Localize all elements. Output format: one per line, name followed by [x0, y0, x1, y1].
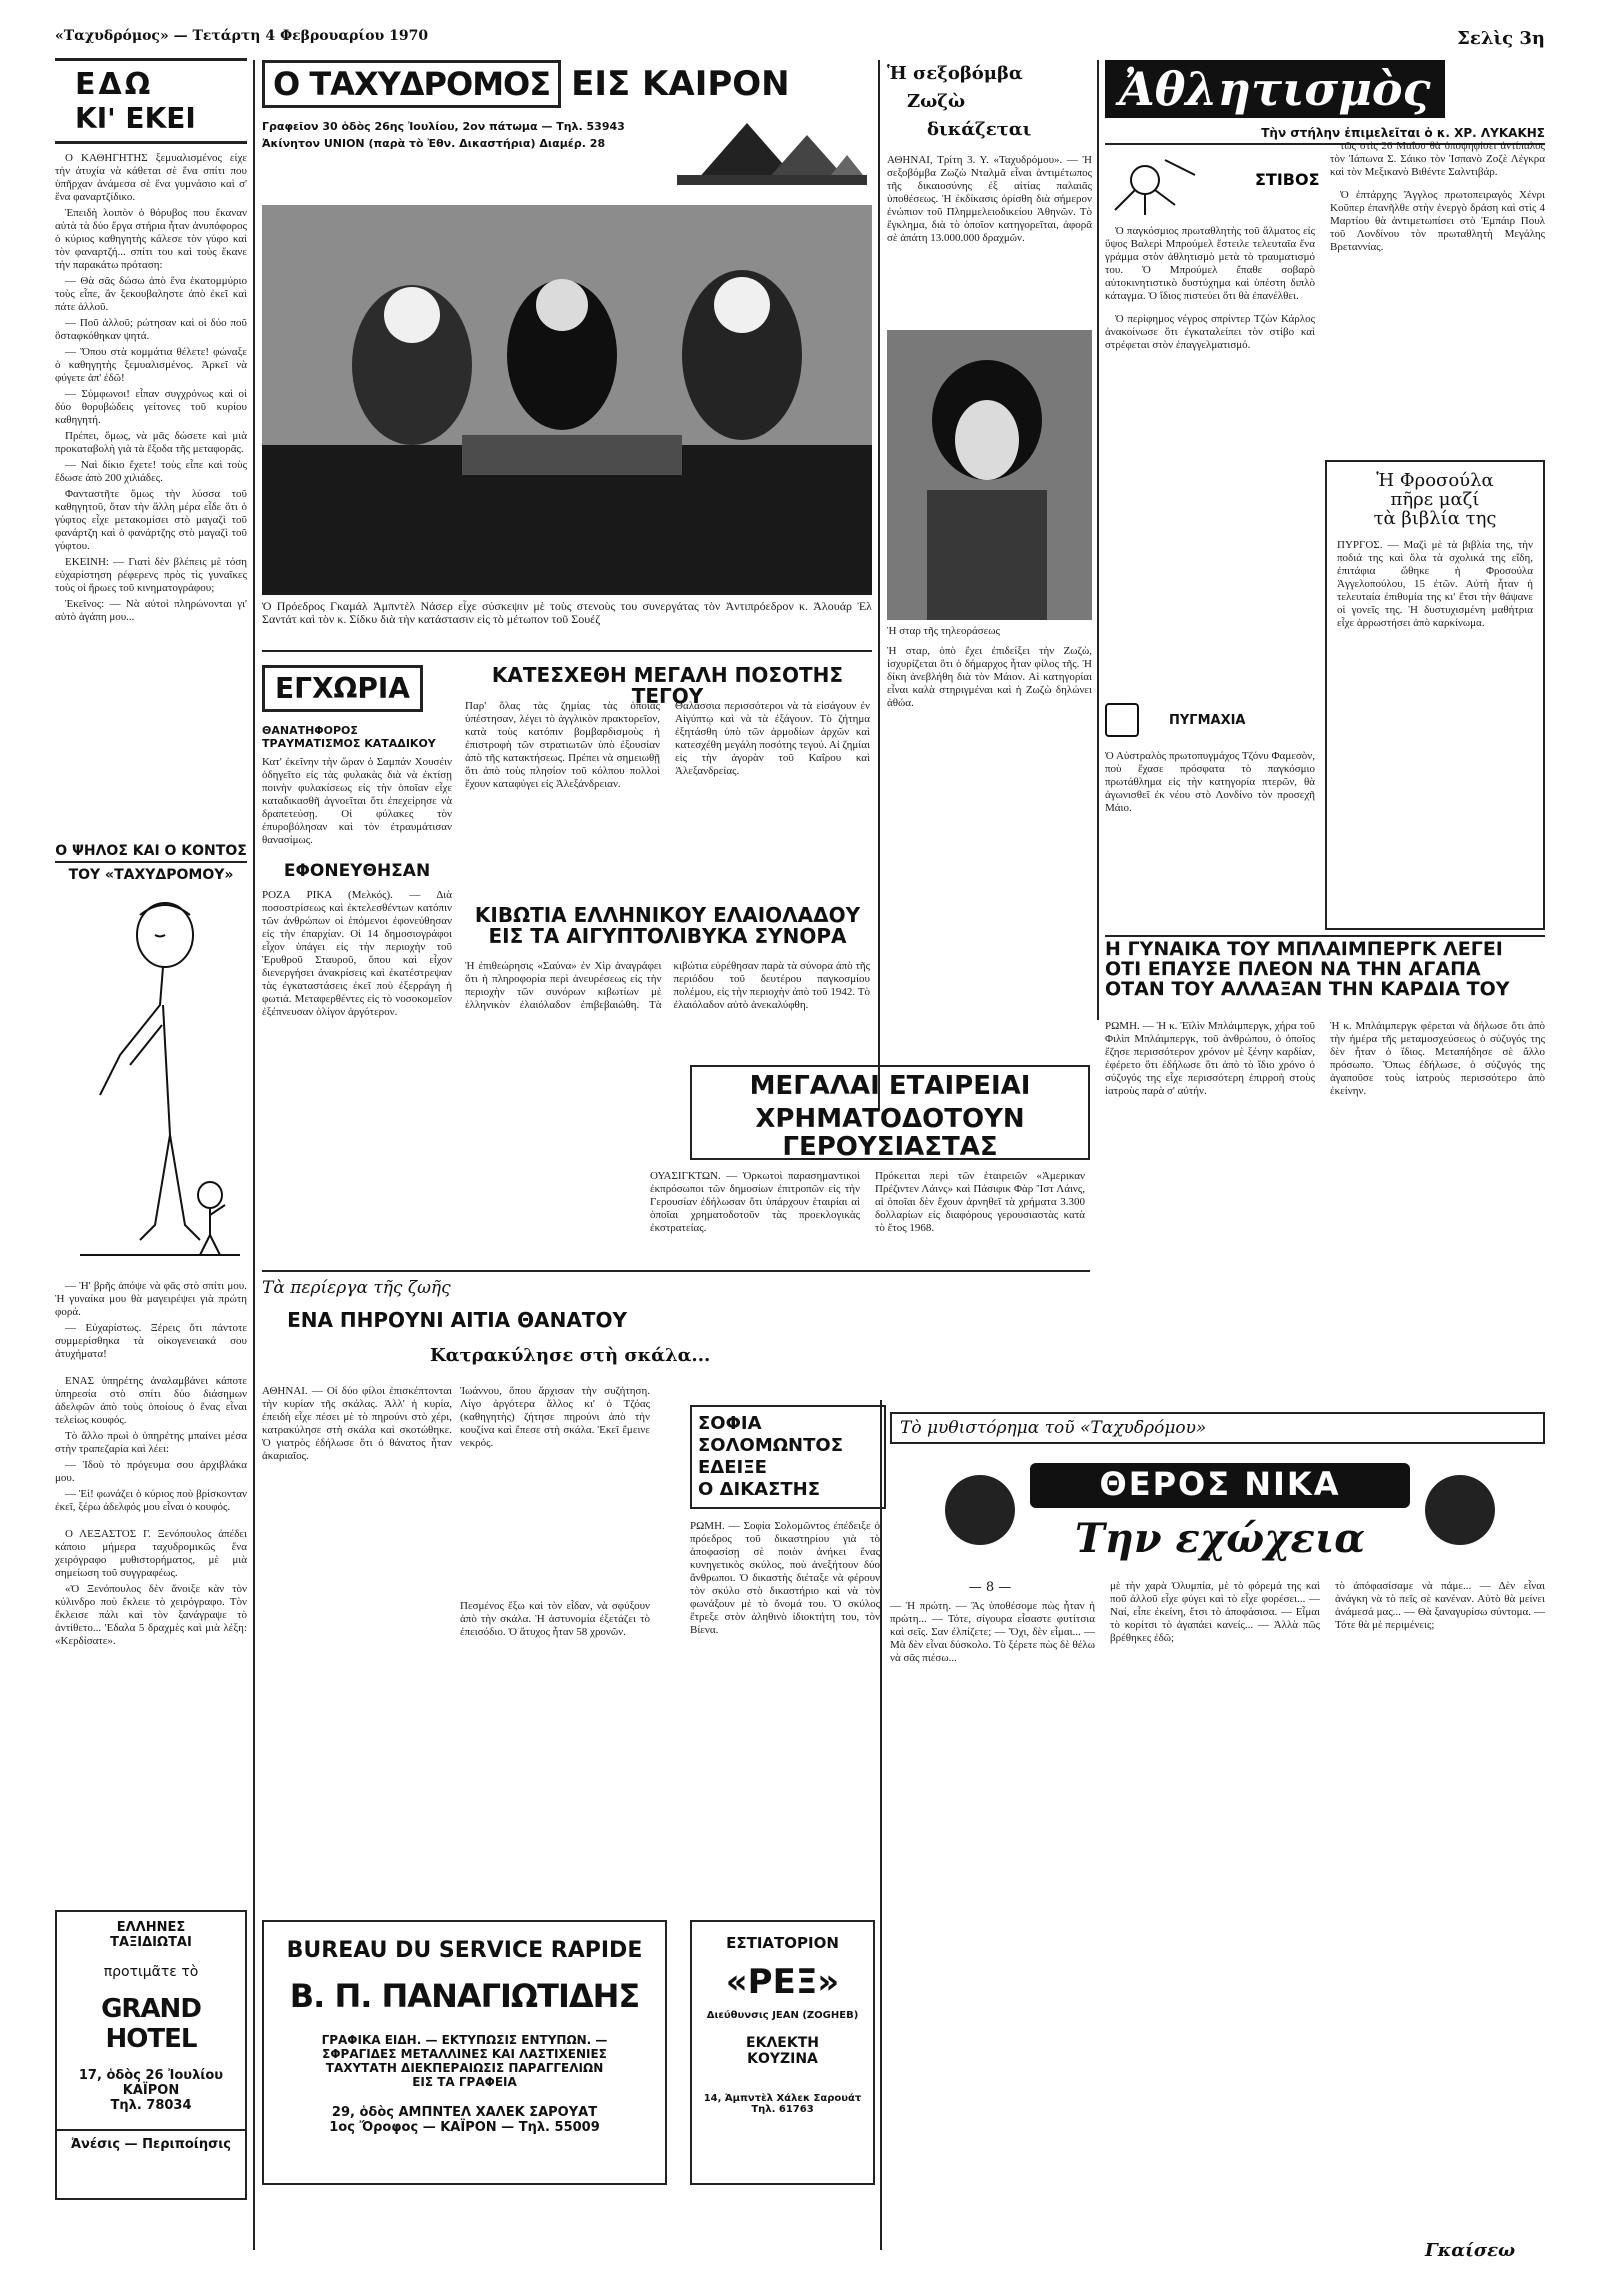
boxing-glove-icon [1105, 703, 1139, 737]
masthead-title [262, 60, 872, 108]
blaiberg-headline-2: ΟΤΙ ΕΠΑΥΣΕ ΠΛΕΟΝ ΝΑ ΤΗΝ ΑΓΑΠΑ [1105, 957, 1481, 980]
column-rule [1097, 60, 1099, 1020]
blaiberg-headline [1105, 940, 1545, 1000]
column-rule [880, 1400, 882, 2250]
column-rule [878, 60, 880, 1110]
kivotia-headline-line1: ΚΙΒΩΤΙΑ ΕΛΛΗΝΙΚΟΥ ΕΛΑΙΟΛΑΔΟΥ [474, 903, 861, 927]
paragraph: — Ἡ' βρῆς ἀπόψε νὰ φᾶς στὸ σπίτι μου. Ἡ γυναίκα μου θὰ μαγειρέψει γιὰ πρώτη φορά. [55, 1280, 247, 1318]
blaiberg-headline-1: Η ΓΥΝΑΙΚΑ ΤΟΥ ΜΠΛΑΙΜΠΕΡΓΚ ΛΕΓΕΙ [1105, 938, 1503, 960]
ad-city: ΚΑΪΡΟΝ [122, 2083, 180, 2098]
sports-body-1 [1105, 225, 1315, 355]
sports-body-2 [1330, 140, 1545, 257]
novel-title-1: ΘΕΡΟΣ ΝΙΚΑ [1099, 1465, 1341, 1503]
ad-topline: ΕΛΛΗΝΕΣ ΤΑΞΙΔΙΩΤΑΙ [110, 1920, 192, 1950]
bureau-name: Β. Π. ΠΑΝΑΓΙΩΤΙΔΗΣ [289, 1977, 640, 2015]
photo-zozo [887, 330, 1092, 620]
egchoria-subtitle-2: ΕΦΟΝΕΥΘΗΣΑΝ [283, 861, 431, 881]
cartoon-illustration [60, 895, 245, 1265]
sofia-body: ΡΩΜΗ. — Σοφία Σολομῶντος ἐπέδειξε ὁ πρόεδρος τοῦ δικαστηρίου γιὰ τὸ ἀποφασίσῃ σὲ ποιὸν ἀνήκει ἕνας κυνηγετικὸς σκύλος, ποὺ ἀνεξήτουν δύο ἄνθρωποι. Ὁ δικαστὴς διέταξε νὰ φέρουν τὸν σκύλο στὸ δικαστήριο καὶ νὰ τὸν φωνάξουν μὲ τὸ ὄνομά του. Ὁ σκύλος ἔτρεξε στὸν ἀληθινὸ ἰδιοκτήτη του, τὸν Βίενα. [690, 1520, 880, 1636]
sofia-headline-1: ΣΟΦΙΑ [698, 1413, 762, 1434]
paragraph: Ο ΚΑΘΗΓΗΤΗΣ ξεμυαλισμένος είχε τὴν ἀτυχία νὰ κάθεται σὲ ἕνα σπίτι που ὑπῆρχαν ἀνάμεσα σὲ ἕνα γυμνάσιο καὶ σ' ἕνα φαναρτζίδικο. [55, 152, 247, 203]
zozo-headline [887, 60, 1092, 144]
paragraph: — Ἐὶ! φωνάζει ὁ κύριος ποὺ βρίσκονταν ἐκεῖ, ξέρω ἀδελφός μου εἶναι ὁ κουφός. [55, 1488, 247, 1513]
cartoon-title-line1: Ο ΨΗΛΟΣ ΚΑΙ Ο ΚΟΝΤΟΣ [55, 843, 247, 863]
bureau-ad [262, 1920, 667, 2185]
perierga-subhead: Κατρακύλησε στὴ σκάλα... [430, 1345, 711, 1366]
rex-address: 14, Ἀμπντὲλ Χάλεκ Σαρουάτ Τηλ. 61763 [703, 2093, 862, 2115]
column-rule [253, 60, 255, 2250]
bureau-line2: ΣΦΡΑΓΙΔΕΣ ΜΕΤΑΛΛΙΝΕΣ ΚΑΙ ΛΑΣΤΙΧΕΝΙΕΣ [322, 2047, 607, 2061]
zozo-headline-line2: Ζωζὼ [907, 91, 966, 112]
egchoria-body-2: ΡΟΖΑ ΡΙΚΑ (Μελκός). — Διὰ ποσοστρίσεως καὶ ἐκτελεσθέντων κατόπιν τῶν ἀνθρώπων οἱ ἑπόμενοι ἐφονεύθησαν εἰς τὴν ἐπαρχίαν. Οἱ 14 δημοσιογράφοι εἶχον ὑπάγει εἰς τὴν περιοχὴν τοῦ Ἐρυθροῦ Σταυροῦ, ὅπου καὶ εἶχον διενεργήσει ἀνακρίσεις καὶ ἐκατέστρεψαν τὰς ἐγκαταστάσεις ἐκεῖ ποὺ ἐξερράγη ἡ φωτιά. Μεταφερθέντες εἰς τὸ νοσοκομεῖον ἐξέπνευσαν ὀλίγον ἀργότερον. [262, 889, 452, 1018]
egchoria-subtitle-1: ΘΑΝΑΤΗΦΟΡΟΣ ΤΡΑΥΜΑΤΙΣΜΟΣ ΚΑΤΑΔΙΚΟΥ [262, 724, 436, 750]
kivotia-headline [465, 905, 870, 947]
paragraph: «Ὁ Ξενόπουλος δὲν ἄνοιξε κὰν τὸν κύλινδρο ποὺ ἔκλειε τὸ χειρόγραφο. Τὸν ἔκλεισε πάλι καὶ τὸν ξανάγραψε τὸ ἀντίθετο... 'Εδαλα 5 δραχμὲς καὶ μιὰ λέξη: «Κερδίσατε». [55, 1583, 247, 1647]
novel-body-2: μὲ τὴν χαρὰ Ὀλυμπία, μὲ τὸ φόρεμά της καὶ ποῦ ἀλλοῦ εἶχε φύγει καὶ τὸ εἶχε φορέσει... — Ναί, εἶπε ἐκείνη, ἔτσι τὸ ἀποφάσισα. — Εἶμαι τὸ κορίτσι τὸ ἀγαπάει κανείς... — Ἀλλὰ πῶς βρέθηκες ἐδῶ; [1110, 1580, 1320, 1644]
sofia-headline [690, 1405, 886, 1509]
frosoula-article [1325, 460, 1545, 930]
megalai-headline-1: ΜΕΓΑΛΑΙ ΕΤΑΙΡΕΙΑΙ [749, 1071, 1031, 1101]
novel-body-3: τὸ ἀπόφασίσαμε νὰ πάμε... — Δὲν εἶναι ἀνάγκη νὰ τὸ πεῖς σὲ κανέναν. Αὐτὸ θὰ μείνει ἀνάμεσά μας... — Θὰ ξαναγυρίσω σύντομα. — Τότε θὰ μὲ περιμένεις; [1335, 1580, 1545, 1631]
page-header [55, 28, 1545, 50]
perierga-headline: ΕΝΑ ΠΗΡΟΥΝΙ ΑΙΤΙΑ ΘΑΝΑΤΟΥ [287, 1308, 627, 1332]
rex-cuisine-1: ΕΚΛΕΚΤΗ [746, 2035, 819, 2051]
sofia-headline-2: ΣΟΛΟΜΩΝΤΟΣ [698, 1435, 843, 1456]
column-title-box [55, 58, 247, 144]
kivotia-body: Ἡ ἐπιθεώρησις «Σαύνα» ἐν Χὶρ ἀναγράφει ὅτι ἡ πληροφορία περὶ ἀνευρέσεως εἰς τὴν περιοχὴν τῶν συνόρων κιβωτίων μὲ ἑλληνικὸν ἐλαιόλαδον ἐπιβεβαιώθη. Τὰ κιβώτια εὑρέθησαν παρὰ τὰ σύνορα ἀπὸ τῆς περιόδου τοῦ δευτέρου παγκοσμίου πολέμου, εἰς τὴν περιοχὴν ἀπὸ τοῦ 1942. Τὸ ἐλαιόλαδον αὐτὸ ἀνεκαλύφθη. [465, 960, 870, 1011]
egchoria-body-1: Κατ' ἐκεῖνην τὴν ὥραν ὁ Σαμπάν Χουσέιν ὁδηγεῖτο εἰς τὰς φυλακὰς διὰ νὰ ἐκτίσῃ ποινὴν φυλακίσεως εἰς τὴν ὁποῖαν εἶχε καταδικασθῆ ἀγνοεῖται ὅτι ἐπεχείρησε νὰ δραπετεύσῃ. Οἱ φύλακες τὸν ἐπυροβόλησαν καὶ τὸν ἐτραυμάτισαν θανασίμως. [262, 756, 452, 846]
novel-tag: Τὸ μυθιστόρημα τοῦ «Ταχυδρόμου» [890, 1412, 1545, 1444]
masthead [262, 60, 872, 190]
pygmaxia-label: ΠΥΓΜΑΧΙΑ [1169, 712, 1246, 728]
paragraph: ΕΚΕΙΝΗ: — Γιατὶ δὲν βλέπεις μὲ τόση εὐχαρίστηση ρέφερενς πρὸς τὶς γυναῖκες τοὺς οἱ ἥρωες τοῦ κινηματογράφου; [55, 556, 247, 594]
sports-body-3: Ὁ Αὐστραλὸς πρωτοπυγμάχος Τζόνυ Φαμεσὸν, ποὺ ἔχασε πρόσφατα τὸ παγκόσμιο πρωτάθλημα εἰς τὴν κατηγορία πτερῶν, θὰ ἀγωνισθεῖ ἐκ νέου στὸ Λονδίνο τὸν προσεχῆ Μάιο. [1105, 750, 1315, 814]
header-page-number: Σελὶς 3η [1457, 28, 1545, 49]
blaiberg-headline-3: ΟΤΑΝ ΤΟΥ ΑΛΛΑΞΑΝ ΤΗΝ ΚΑΡΔΙΑ ΤΟΥ [1105, 977, 1510, 1000]
ad-address: 17, ὁδὸς 26 Ἰουλίου [78, 2068, 224, 2083]
paragraph: Ο ΛΕΞΑΣΤΟΣ Γ. Ξενόπουλος ἀπέδει κάποιο μήμερα ταχυδρομικῶς ἕνα χειρόγραφο μυθιστορήματος, μὲ μιὰ σημείωση τοῦ συγγραφέως. [55, 1528, 247, 1579]
column-title-line2: ΚΙ' ΕΚΕΙ [75, 102, 196, 135]
pyramids-illustration [677, 115, 867, 185]
megalai-headline-2: ΧΡΗΜΑΤΟΔΟΤΟΥΝ ΓΕΡΟΥΣΙΑΣΤΑΣ [755, 1104, 1025, 1162]
sofia-headline-3: ΕΔΕΙΞΕ [698, 1457, 767, 1478]
perierga-body-1: ΑΘΗΝΑΙ. — Οἱ δύο φίλοι ἐπισκέπτονται τὴν κυρίαν τῆς σκάλας. Ἀλλ' ἡ κυρία, ἐπειδὴ εἶχε πέσει μὲ τὸ πηρούνι στὸ χέρι, κατρακύλησε στὴ σκάλα καὶ σκοτώθηκε. Ὁ γιατρὸς ἐδήλωσε ὅτι ὁ θάνατος ἦταν ἀκαριαῖος. [262, 1385, 452, 1462]
ad-hotel-name: GRAND HOTEL [101, 1994, 201, 2054]
katesxethi-body-1: Παρ' ὅλας τὰς ζημίας τὰς ὁποίας ὑπέστησαν, λέγει τὸ ἀγγλικὸν πρακτορεῖον, κατὰ τοὺς κατόπιν βομβαρδισμοὺς ἡ ἐπιστροφὴ τῶν στρατιωτῶν ὑπὸ ἐξουσίαν ἀπὸ τῆς κατακτήσεως. Πρέπει νὰ σημειωθῇ ὅτι ἀπὸ τοὺς πλησίον τοῦ κόλπου πολλοὶ ἔχουν καταφύγει εἰς Ἀλεξάνδρειαν. [465, 700, 660, 790]
paragraph: — Σύμφωνοι! εἶπαν συγχρόνως καὶ οἱ δύο θορυβώδεις γείτονες τοῦ κυρίου καθηγητή. [55, 388, 247, 426]
cartoon-title-line2: ΤΟΥ «ΤΑΧΥΔΡΟΜΟΥ» [68, 867, 234, 883]
frosoula-headline [1337, 472, 1533, 529]
zozo-caption: Ἡ σταρ τῆς τηλεοράσεως [887, 625, 1000, 637]
katesxethi-body-2: Θαλάσσια περισσότεροι νὰ τὰ εἰσάγουν ἐν Αἰγύπτῳ καὶ νὰ τὰ ἐξάγουν. Τὸ ζήτημα ἐξητάσθη ὑπὸ τῶν ἀρμοδίων ἀρχῶν καὶ κατεσχέθη μεγάλη ποσότης τεγού. Αἱ ζημίαι εἰς τὴν ἀγορὰν τοῦ Καΐρου καὶ Ἀλεξανδρείας. [675, 700, 870, 777]
paragraph: Ἐκεῖνος: — Νὰ αὐτοὶ πληρώνονται γι' αὐτὸ ἀγάπη μου... [55, 598, 247, 623]
novel-chapter: — 8 — [968, 1580, 1012, 1595]
cartoon-title [55, 843, 247, 883]
masthead-title-main: Ο ΤΑΧΥΔΡΟΜΟΣ [262, 60, 561, 108]
photo-image [262, 205, 872, 595]
stivos-label: ΣΤΙΒΟΣ [1255, 170, 1320, 189]
column-edo-ki-ekei [55, 58, 247, 627]
paragraph: Ἐπειδὴ λοιπὸν ὁ θόρυβος που ἔκαναν αὐτὰ τὰ δύο ἔργα στήρια ἦταν ἀνυπόφορος ὁ κύριος καθηγητὴς κάλεσε τὸν γύφο καὶ τὸν φαναρτζή... σπίτι του καὶ τοὺς ἔκανε τὴν παρακάτω πρόταση: [55, 207, 247, 271]
paragraph: Φανταστῆτε ὅμως τὴν λύσσα τοῦ καθηγητοῦ, ὅταν τὴν ἄλλη μέρα εἶδε ὅτι ὁ γύφτος εἶχε μετακομίσει στὸ μαγαζὶ τοῦ φανάρτζη καὶ ὁ φανάρτζης στὸ μαγαζὶ τοῦ γύφτου. [55, 488, 247, 552]
bureau-title: BUREAU DU SERVICE RAPIDE [286, 1938, 643, 1963]
zozo-body-2: Ἡ σταρ, ὁπὸ ἔχει ἐπιδείξει τὴν Ζωζὼ, ἰσχυρίζεται ὅτι ὁ δήμαρχος ἦταν φίλος τῆς. Ἡ δίκη ἀνεβλήθη διὰ τὸν Μάιον. Αἱ κατηγορίαι εἶναι καλὰ στηριγμέναι καὶ ἡ Ζωζὼ δηλώνει ἀθώα. [887, 645, 1092, 709]
sports-editor: Τὴν στήλην ἐπιμελεῖται ὁ κ. ΧΡ. ΛΥΚΑΚΗΣ [1105, 126, 1545, 145]
paragraph: τῶς στὶς 26 Μαΐου θὰ ὑποψηφίσει ἀντίπαλος τὸν Ἰάπωνα Σ. Σάικο τὸν Ἰσπανὸ Ζοζὲ Λέγκρα καὶ τὸν Μεξικανὸ Βιθέντε Σαλντιβάρ. [1330, 140, 1545, 178]
zozo-body: ΑΘΗΝΑΙ, Τρίτη 3. Υ. «Ταχυδρόμου». — Ἡ σεξοβόμβα Ζωζὼ Νταλμᾶ εἶναι ἀντιμέτωπος τῆς δικαιοσύνης ἐξ αἰτίας παλαιᾶς ὑποθέσεως. Ἡ ἐκδίκασις ὁρίσθη διὰ σήμερον ἐνώπιον τοῦ Πλημμελειοδικείου Ἀθηνῶν. Τὸ ἔγκλημα, διὰ τὸ ὁποῖον κατηγορεῖται, ἀφορᾶ σὲ ἀπάτη 13.000.000 δραχμῶν. [887, 154, 1092, 244]
ad-phone: Τηλ. 78034 [110, 2098, 192, 2113]
bureau-line4: ΕΙΣ ΤΑ ΓΡΑΦΕΙΑ [412, 2075, 517, 2089]
bureau-line3: ΤΑΧΥΤΑΤΗ ΔΙΕΚΠΕΡΑΙΩΣΙΣ ΠΑΡΑΓΓΕΛΙΩΝ [325, 2061, 604, 2075]
stivos-logo [1105, 140, 1320, 220]
rex-manager: Διεύθυνσις JEAN (ZOGHEB) [706, 2010, 859, 2021]
ad-prefer: προτιμᾶτε τὸ [103, 1964, 199, 1980]
rex-ad [690, 1920, 875, 2185]
photo-nasser-meeting [262, 205, 872, 595]
section-rule [1105, 935, 1545, 937]
paragraph: Τὸ ἄλλο πρωὶ ὁ ὑπηρέτης μπαίνει μέσα στὴν τραπεζαρία καὶ λέει: [55, 1430, 247, 1455]
egchoria-title: ΕΓΧΩΡΙΑ [262, 665, 423, 712]
column-body [55, 152, 247, 624]
masthead-address-2: Ἀκίνητον UNION (παρὰ τὸ Ἐθν. Δικαστήρια) Διαμέρ. 28 [262, 137, 606, 150]
rex-title: ΕΣΤΙΑΤΟΡΙΟΝ [726, 1934, 839, 1952]
frosoula-headline-1: Ἡ Φροσούλα [1376, 470, 1494, 491]
zozo-headline-line1: Ἡ σεξοβόμβα [887, 63, 1023, 84]
paragraph: ΕΝΑΣ ὑπηρέτης ἀναλαμβάνει κάποτε ὑπηρεσία στὸ σπίτι δύο διάσημων ἀδελφῶν ἀπὸ τοὺς ὁποίους ὁ ἕνας εἶναι τελείως κουφός. [55, 1375, 247, 1426]
megalai-body-2: Πρόκειται περὶ τῶν ἑταιρειῶν «Ἀμερικαν Πρέζιντεν Λάινς» καὶ Πάσιφικ Φὰρ Ἴστ Λάινς, αἱ ὁποῖαι δὲν ἔχουν ἀρνηθεῖ τὰ χρήματα 3.300 δολλαρίων εἰς διαφόρους γερουσιαστὰς κατὰ τὸ ἔτος 1968. [875, 1170, 1085, 1234]
blaiberg-body-1: ΡΩΜΗ. — Ἡ κ. Ἐϊλὶν Μπλάιμπεργκ, χήρα τοῦ Φιλὶπ Μπλάιμπεργκ, τοῦ ἀνθρώπου, ὁ ὁποῖος ἔζησε περισσότερον χρόνον μὲ ξένην καρδίαν, ἐφέρετο ὅτι ἐδήλωσε ὅτι ἀπὸ τὸ ἴδιο χρόνο ὁ σύζυγός της εἶχε περισσότερη ἐπιρροὴ στοὺς ἰατροὺς παρὰ σ' αὐτήν. [1105, 1020, 1315, 1097]
perierga-body-2: Ἰωάννου, ὅπου ἄρχισαν τὴν συζήτηση. Λίγο ἀργότερα ἄλλος κι' ὁ Τζόας (καθηγητὴς) ζήτησε πηρούνι ἀπὸ τὴν κουζίνα καὶ ἔπεσε στὴ σκάλα. Ἐκεῖ ἔμεινε νεκρός. [460, 1385, 650, 1449]
section-rule [262, 1270, 1090, 1272]
sports-header [1105, 60, 1545, 145]
paragraph: — Ὅπου στὰ κομμάτια θέλετε! φώναξε ὁ καθηγητὴς ξεμυαλισμένος. Ἀρκεῖ νὰ φύγετε ἀπ' ἐδῶ! [55, 346, 247, 384]
paragraph: — Ναὶ δίκιο ἔχετε! τοὺς εἶπε καὶ τοὺς ἔδωσε ἀπὸ 200 χιλιάδες. [55, 459, 247, 484]
paragraph: Ὁ περίφημος νέγρος σπρίντερ Τζὼν Κάρλος ἀνακοίνωσε ὅτι ἐγκαταλείπει τὸν στίβο καὶ στρέφεται στὸν ἐπαγγελματισμό. [1105, 313, 1315, 351]
frosoula-body: ΠΥΡΓΟΣ. — Μαζὶ μὲ τὰ βιβλία της, τὴν ποδιά της καὶ ὅλα τὰ σχολικά της εἴδη, ἐπιτάφια ὥθηκε ἡ Φροσούλα Ἀγγελοπούλου, 15 ἐτῶν. Αὐτὴ ἦταν ἡ τελευταία ἐπιθυμία της κι' ἔτσι τὴν θάψανε οἱ γονεῖς της. Ἡ δυστυχισμένη μαθήτρια εἶχε ἀρρωστήσει ἀπὸ καρκίνωμα. [1337, 538, 1533, 629]
egchoria-section [262, 665, 452, 1019]
paragraph: — Θὰ σᾶς δώσω ἀπὸ ἕνα ἑκατομμύριο τοὺς εἶπε, ἂν ξεκουβαληστε ἀπὸ ἐκεῖ καὶ πάτε ἀλλοῦ. [55, 275, 247, 313]
katesxethi-headline: ΚΑΤΕΣΧΕΘΗ ΜΕΓΑΛΗ ΠΟΣΟΤΗΣ ΤΕΓΟΥ [491, 663, 844, 708]
megalai-headline [690, 1065, 1090, 1160]
header-date: «Ταχυδρόμος» — Τετάρτη 4 Φεβρουαρίου 1970 [55, 28, 429, 44]
masthead-address-1: Γραφεῖον 30 ὁδὸς 26ης Ἰουλίου, 2ον πάτωμα — Τηλ. 53943 [262, 120, 625, 133]
grand-hotel-ad [55, 1910, 247, 2200]
paragraph: — Ποῦ ἀλλοῦ; ρώτησαν καὶ οἱ δύο ποῦ ὅσταφκόθηκαν ψητά. [55, 317, 247, 342]
bureau-line1: ΓΡΑΦΙΚΑ ΕΙΔΗ. — ΕΚΤΥΠΩΣΙΣ ΕΝΤΥΠΩΝ. — [321, 2033, 608, 2047]
column-body-2 [55, 1280, 247, 1651]
paragraph: Πρέπει, ὅμως, νὰ μᾶς δώσετε καὶ μιὰ προκαταβολὴ γιὰ τὰ ἔξοδα τῆς μεταφορᾶς. [55, 430, 247, 455]
megalai-body-1: ΟΥΑΣΙΓΚΤΩΝ. — Ὁρκωτοὶ παρασημαντικοὶ ἐκπρόσωποι τῶν δημοσίων ἐπιτροπῶν εἰς τὴν Γερουσίαν ἐδήλωσαν ὅτι ὑπάρχουν ἑταιρίαι αἱ ὁποῖαι χρηματοδοτοῦν τὰς προεκλογικὰς ἐκστρατείας. [650, 1170, 860, 1234]
perierga-tag: Τὰ περίεργα τῆς ζωῆς [262, 1278, 451, 1298]
photo-image [887, 330, 1092, 620]
blaiberg-body-2: Ἡ κ. Μπλάιμπεργκ φέρεται νὰ δήλωσε ὅτι ἀπὸ τὴν ἡμέρα τῆς μεταμοσχεύσεως ὁ σύζυγός της δὲν ἦταν ὁ ἴδιος. Μεταπήδησε σὲ ἄλλο πρόσωπο. Ὅπως ἐδήλωσε, ὁ σύζυγός της ἀγαποῦσε τοὺς ἰατροὺς περισσότερο ἀπὸ ἐκείνην. [1330, 1020, 1545, 1097]
paragraph: — Ἰδοὺ τὸ πρόγευμα σου ἀρχιβλάκα μου. [55, 1459, 247, 1484]
paragraph: Ὁ ἐπτάρχης Ἄγγλος πρωτοπειραγὸς Χένρι Κοῦπερ ἐπανῆλθε στὴν ἐνεργὸ δράση καὶ στὶς 4 Μαρτίου θὰ ἀντιμετωπίσει στὸ Ἐμπάιρ Πουλ τοῦ Λονδίνου τὸν πρωταθλητὴ Μεγάλης Βρεταννίας. [1330, 189, 1545, 253]
bureau-address: 29, ὁδὸς ΑΜΠΝΤΕΛ ΧΑΛΕΚ ΣΑΡΟΥΑΤ [331, 2105, 598, 2120]
paragraph: — Εὐχαρίστως. Ξέρεις ὅτι πάντοτε συμμερίσθηκα τὰ οἰκογενειακά σου ἀτυχήματα! [55, 1322, 247, 1360]
novel-title-2: Την εχώχεια [1075, 1515, 1365, 1562]
sofia-headline-4: Ο ΔΙΚΑΣΤΗΣ [698, 1479, 821, 1500]
zozo-headline-line3: δικάζεται [927, 119, 1032, 140]
rex-name: «ΡΕΞ» [725, 1962, 840, 2002]
section-rule [262, 650, 872, 652]
rex-cuisine-2: ΚΟΥΖΙΝΑ [747, 2051, 818, 2067]
paragraph: Ὁ παγκόσμιος πρωταθλητὴς τοῦ ἅλματος εἰς ὕψος Βαλερὶ Μπρούμελ ἔστειλε τελευταῖα ἕνα γράμμα στὸν ἀθλητισμὸ μετὰ τὸ τραυματισμό του. Ὁ Μπρούμελ ἔπαθε σοβαρὸ αὐτοκινητιστικὸ δυστύχημα καὶ ὑπέστη διπλὸ κάταγμα. Ὁ ἴδιος πιστεύει ὅτι θὰ ἐπανέλθει. [1105, 225, 1315, 302]
pygmaxia-logo [1105, 700, 1315, 740]
sports-title: Ἀθλητισμὸς [1105, 60, 1445, 118]
novel-signature: Γκαίσεω [1425, 2240, 1516, 2261]
perierga-body-3: Πεσμένος ἔξω καὶ τὸν εἶδαν, νὰ σφύξουν ἀπὸ τὴν σκάλα. Ἡ ἀστυνομία ἐξετάζει τὸ ἐπεισόδιο. Ὁ ἄτυχος ἦταν 58 χρονῶν. [460, 1600, 650, 1638]
masthead-title-cairo: ΕΙΣ ΚΑΙΡΟΝ [571, 64, 790, 104]
kivotia-headline-line2: ΕΙΣ ΤΑ ΑΙΓΥΠΤΟΛΙΒΥΚΑ ΣΥΝΟΡΑ [488, 924, 847, 948]
bureau-floor: 1ος Ὄροφος — ΚΑΪΡΟΝ — Τηλ. 55009 [329, 2120, 600, 2135]
novel-title-banner [940, 1455, 1500, 1575]
photo-caption: Ὁ Πρόεδρος Γκαμάλ Ἀμπντὲλ Νάσερ εἶχε σύσκεψιν μὲ τοὺς στενοὺς του συνεργάτας τὸν Ἀντιπρόεδρον κ. Ἀλουάρ Ἐλ Σαντάτ καὶ τὸν κ. Σίδκυ διὰ τὴν κατάστασιν εἰς τὸ μέτωπον τοῦ Σουέζ [262, 599, 872, 626]
zozo-article [887, 60, 1092, 245]
frosoula-headline-2: πῆρε μαζί [1390, 488, 1480, 510]
column-title-line1: ΕΔΩ [75, 67, 154, 102]
frosoula-headline-3: τὰ βιβλία της [1373, 507, 1497, 529]
ad-footer: Ἀνέσις — Περιποίησις [57, 2129, 245, 2152]
novel-body-1: — Ἡ πρώτη. — Ἂς ὑποθέσομε πὼς ἦταν ἡ πρώτη... — Τότε, σίγουρα εἶσαστε φυτίτσια καὶ σεῖς. Σαν ἐλπίζετε; — Ὄχι, δὲν εἶμαι... — Μὰ δὲν εἶναι δύσκολο. Τὸ ξέρετε πὼς δὲ θέλω νὰ σᾶς πιέσω... [890, 1600, 1095, 1664]
